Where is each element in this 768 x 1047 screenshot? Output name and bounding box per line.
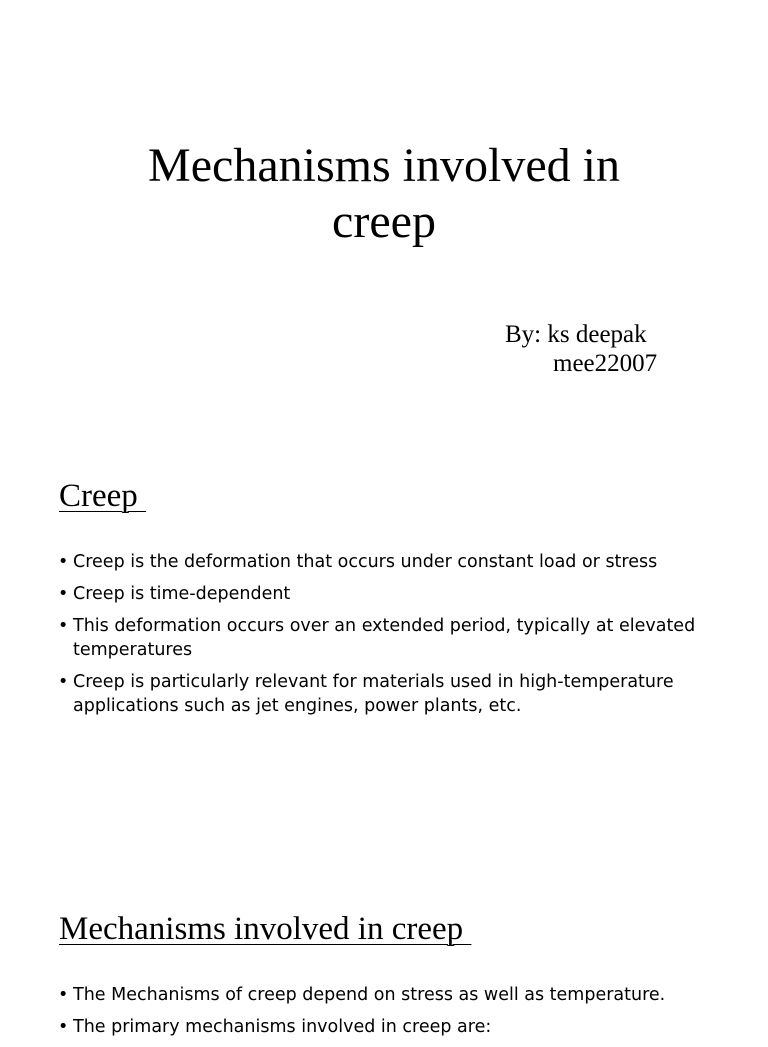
bullet-icon: •	[58, 672, 69, 692]
bullet-icon: •	[58, 1017, 69, 1037]
bullet-icon: •	[58, 985, 69, 1005]
author-name: By: ks deepak	[505, 321, 647, 348]
author-info	[505, 320, 657, 378]
bullet-icon: •	[58, 584, 69, 604]
creep-slide	[0, 440, 768, 880]
list-item: • Creep is time-dependent	[58, 584, 291, 604]
creep-bullet-list	[58, 550, 708, 726]
mechanisms-slide	[0, 880, 768, 1037]
author-id: mee22007	[553, 350, 658, 377]
list-item: • The primary mechanisms involved in creep are:	[58, 1017, 492, 1037]
list-item: • Creep is the deformation that occurs under constant load or stress	[58, 552, 658, 572]
bullet-icon: •	[58, 552, 69, 572]
title-line-1: Mechanisms involved in	[148, 139, 620, 192]
list-item: • The Mechanisms of creep depend on stress as well as temperature.	[58, 985, 666, 1005]
presentation-title	[0, 138, 768, 250]
title-slide	[0, 0, 768, 440]
slide-heading-mechanisms: Mechanisms involved in creep	[59, 911, 472, 947]
title-line-2: creep	[332, 195, 436, 248]
slide-heading-creep: Creep	[59, 478, 147, 514]
list-item: • This deformation occurs over an extended period, typically at elevated temperatures	[58, 616, 696, 660]
list-item: • Creep is particularly relevant for materials used in high-temperature applications such as jet engines, power plants, etc.	[58, 672, 674, 716]
mechanisms-bullet-list	[58, 983, 708, 1047]
bullet-icon: •	[58, 616, 69, 636]
